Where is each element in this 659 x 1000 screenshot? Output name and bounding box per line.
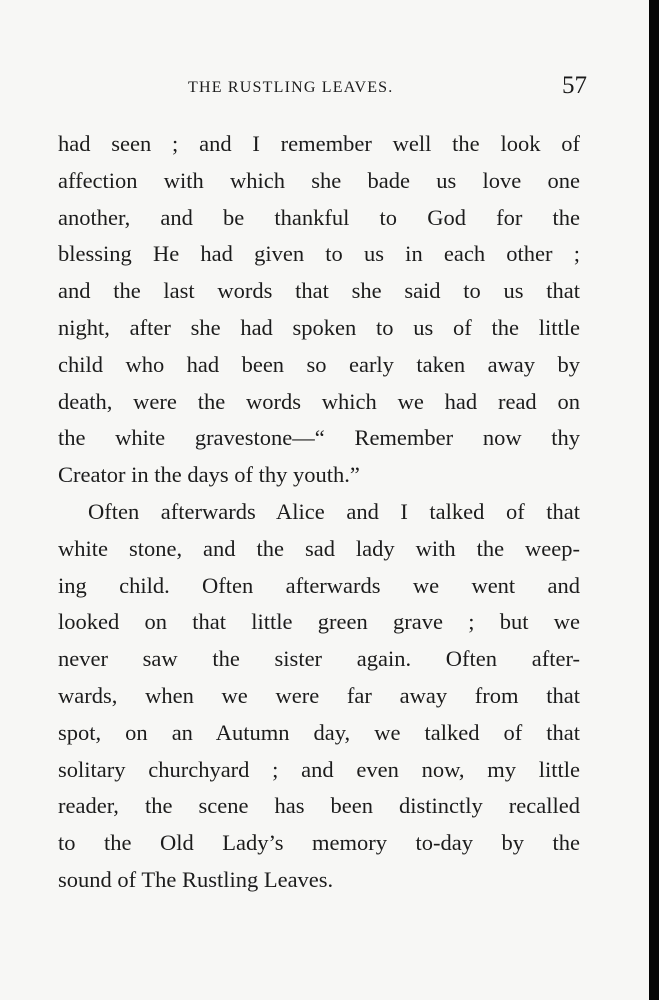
text-line: white stone, and the sad lady with the weep- bbox=[58, 535, 580, 561]
text-line: blessing He had given to us in each other ; bbox=[58, 241, 580, 267]
text-line: night, after she had spoken to us of the little bbox=[58, 314, 580, 340]
text-line: child who had been so early taken away by bbox=[58, 351, 580, 377]
text-line: spot, on an Autumn day, we talked of that bbox=[58, 719, 580, 745]
text-line: reader, the scene has been distinctly recalled bbox=[58, 793, 580, 819]
text-line: Creator in the days of thy youth.” bbox=[58, 462, 360, 488]
text-line: ing child. Often afterwards we went and bbox=[58, 572, 580, 598]
page-number: 57 bbox=[562, 72, 587, 99]
paragraph-1 bbox=[58, 126, 580, 494]
text-line: affection with which she bade us love one bbox=[58, 167, 580, 193]
text-line: sound of The Rustling Leaves. bbox=[58, 866, 334, 892]
text-line: to the Old Lady’s memory to-day by the bbox=[58, 830, 580, 856]
text-line: another, and be thankful to God for the bbox=[58, 204, 580, 230]
text-line: Often afterwards Alice and I talked of that bbox=[88, 498, 580, 524]
running-head-title: THE RUSTLING LEAVES. bbox=[188, 79, 394, 96]
body-text bbox=[58, 126, 580, 899]
paragraph-2 bbox=[58, 494, 580, 899]
text-line: the white gravestone—“ Remember now thy bbox=[58, 425, 580, 451]
scan-edge bbox=[649, 0, 659, 1000]
text-line: never saw the sister again. Often after- bbox=[58, 646, 580, 672]
text-line: looked on that little green grave ; but we bbox=[58, 609, 580, 635]
text-line: and the last words that she said to us that bbox=[58, 278, 580, 304]
text-line: had seen ; and I remember well the look of bbox=[58, 131, 580, 156]
text-line: solitary churchyard ; and even now, my little bbox=[58, 756, 580, 782]
text-line: wards, when we were far away from that bbox=[58, 682, 580, 708]
text-line: death, were the words which we had read on bbox=[58, 388, 580, 414]
